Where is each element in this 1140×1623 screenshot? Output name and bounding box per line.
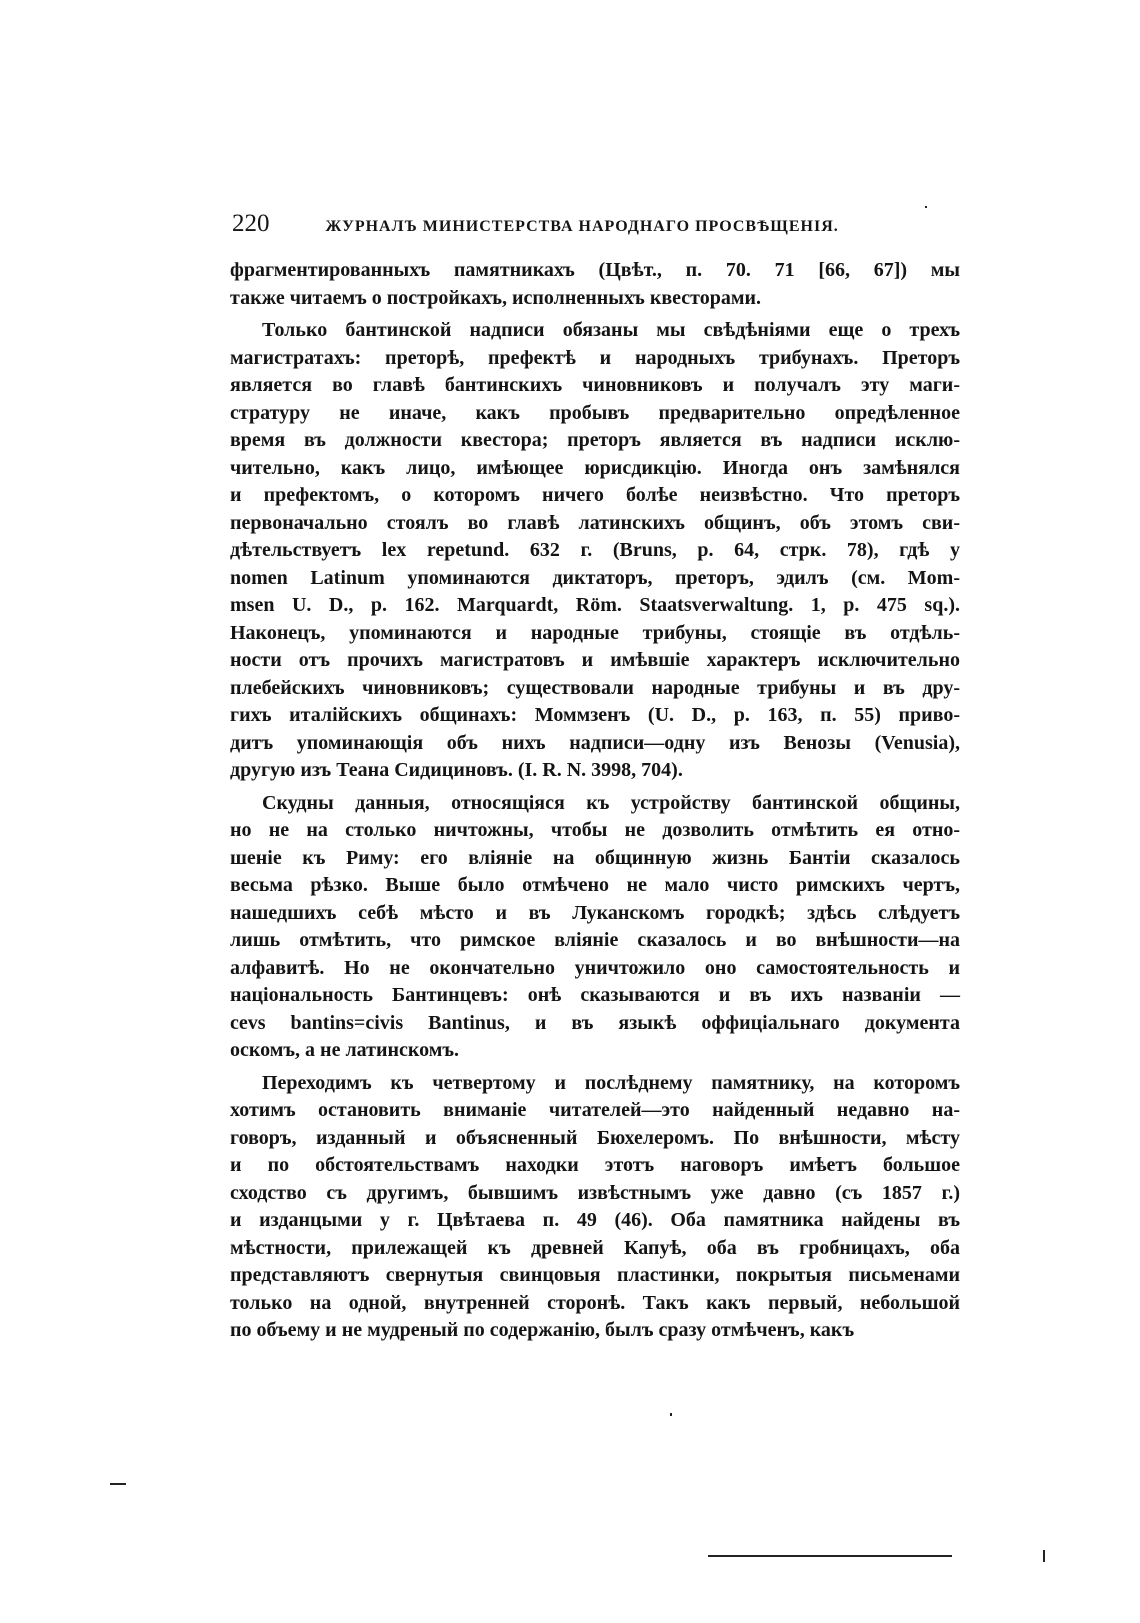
paragraph <box>230 317 960 785</box>
scan-speck <box>670 1413 672 1416</box>
scan-margin-rule <box>110 1483 126 1485</box>
text-line: представляютъ свернутыя свинцовыя пластинки, покрытыя письменами <box>230 1264 960 1286</box>
text-line: время въ должности квестора; преторъ является въ надписи исклю- <box>230 429 960 451</box>
paragraph <box>230 257 960 312</box>
text-line: плебейскихъ чиновниковъ; существовали народные трибуны и въ дру- <box>230 676 960 699</box>
text-line: фрагментированныхъ памятникахъ (Цвѣт., п. 70. 71 [66, 67]) мы <box>230 259 960 281</box>
text-line: дѣтельствуетъ lex repetund. 632 г. (Bruns, p. 64, стрк. 78), гдѣ у <box>230 539 960 561</box>
body-text <box>230 257 960 1350</box>
text-line: лишь отмѣтить, что римское вліяніе сказалось и во внѣшности—на <box>230 929 960 951</box>
text-line: Только бантинской надписи обязаны мы свѣдѣніями еще о трехъ <box>262 319 960 341</box>
text-line: только на одной, внутренней сторонѣ. Такъ какъ первый, небольшой <box>230 1291 960 1314</box>
text-line: сходство съ другимъ, бывшимъ извѣстнымъ уже давно (съ 1857 г.) <box>230 1181 960 1204</box>
text-line: также читаемъ о постройкахъ, исполненныхъ квесторами. <box>230 286 761 309</box>
text-line: первоначально стоялъ во главѣ латинскихъ общинъ, объ этомъ сви- <box>230 511 960 534</box>
paragraph <box>230 1070 960 1345</box>
scan-speck <box>925 206 927 208</box>
text-line: и изданцыми у г. Цвѣтаева п. 49 (46). Оба памятника найдены въ <box>230 1209 960 1231</box>
text-line: говоръ, изданный и объясненный Бюхелеромъ. По внѣшности, мѣсту <box>230 1126 960 1149</box>
text-line: гихъ италійскихъ общинахъ: Моммзенъ (U. D., p. 163, п. 55) приво- <box>230 704 960 726</box>
paragraph <box>230 790 960 1065</box>
scan-bottom-rule <box>708 1555 952 1557</box>
page-number: 220 <box>232 210 270 237</box>
text-line: msen U. D., p. 162. Marquardt, Röm. Staatsverwaltung. 1, p. 475 sq.). <box>230 594 960 616</box>
scan-margin-tick <box>1043 1550 1045 1562</box>
text-line: мѣстности, прилежащей къ древней Капуѣ, оба въ гробницахъ, оба <box>230 1236 960 1259</box>
text-line: алфавитѣ. Но не окончательно уничтожило оно самостоятельность и <box>230 956 960 979</box>
text-line: nomen Latinum упоминаются диктаторъ, преторъ, эдилъ (см. Mom- <box>230 566 960 589</box>
text-line: является во главѣ бантинскихъ чиновниковъ и получалъ эту маги- <box>230 374 960 396</box>
text-line: шеніе къ Риму: его вліяніе на общинную жизнь Бантіи сказалось <box>230 846 960 869</box>
text-line: cevs bantins=civis Bantinus, и въ языкѣ оффиціальнаго документа <box>230 1011 960 1034</box>
text-line: но не на столько ничтожны, чтобы не дозволить отмѣтить ея отно- <box>230 819 960 841</box>
text-line: Переходимъ къ четвертому и послѣднему памятнику, на которомъ <box>262 1071 960 1094</box>
text-line: и префектомъ, о которомъ ничего болѣе неизвѣстно. Что преторъ <box>230 484 960 506</box>
text-line: Скудны данныя, относящіяся къ устройству бантинской общины, <box>262 791 960 814</box>
text-line: нашедшихъ себѣ мѣсто и въ Луканскомъ городкѣ; здѣсь слѣдуетъ <box>230 901 960 924</box>
text-line: другую изъ Теана Сидициновъ. (I. R. N. 3998, 704). <box>230 759 683 781</box>
text-line: чительно, какъ лицо, имѣющее юрисдикцію. Иногда онъ замѣнялся <box>230 456 960 479</box>
text-line: ности отъ прочихъ магистратовъ и имѣвшіе характеръ исключительно <box>230 649 960 671</box>
text-line: и по обстоятельствамъ находки этотъ наговоръ имѣетъ большое <box>230 1154 960 1176</box>
text-line: магистратахъ: преторѣ, префектѣ и народныхъ трибунахъ. Преторъ <box>230 346 960 369</box>
running-title: ЖУРНАЛЪ МИНИСТЕРСТВА НАРОДНАГО ПРОСВѢЩЕНІЯ. <box>325 218 839 235</box>
text-line: по объему и не мудреный по содержанію, былъ сразу отмѣченъ, какъ <box>230 1319 855 1341</box>
text-line: дитъ упоминающія объ нихъ надписи—одну изъ Венозы (Venusia), <box>230 731 960 754</box>
text-line: весьма рѣзко. Выше было отмѣчено не мало чисто римскихъ чертъ, <box>230 874 960 896</box>
text-line: національность Бантинцевъ: онѣ сказываются и въ ихъ названіи — <box>230 984 960 1006</box>
page-header <box>232 210 952 250</box>
text-line: хотимъ остановить вниманіе читателей—это найденный недавно на- <box>230 1099 960 1121</box>
text-line: стратуру не иначе, какъ пробывъ предварительно опредѣленное <box>230 401 960 424</box>
text-line: Наконецъ, упоминаются и народные трибуны, стоящіе въ отдѣль- <box>230 621 960 644</box>
text-line: оскомъ, а не латинскомъ. <box>230 1039 460 1061</box>
